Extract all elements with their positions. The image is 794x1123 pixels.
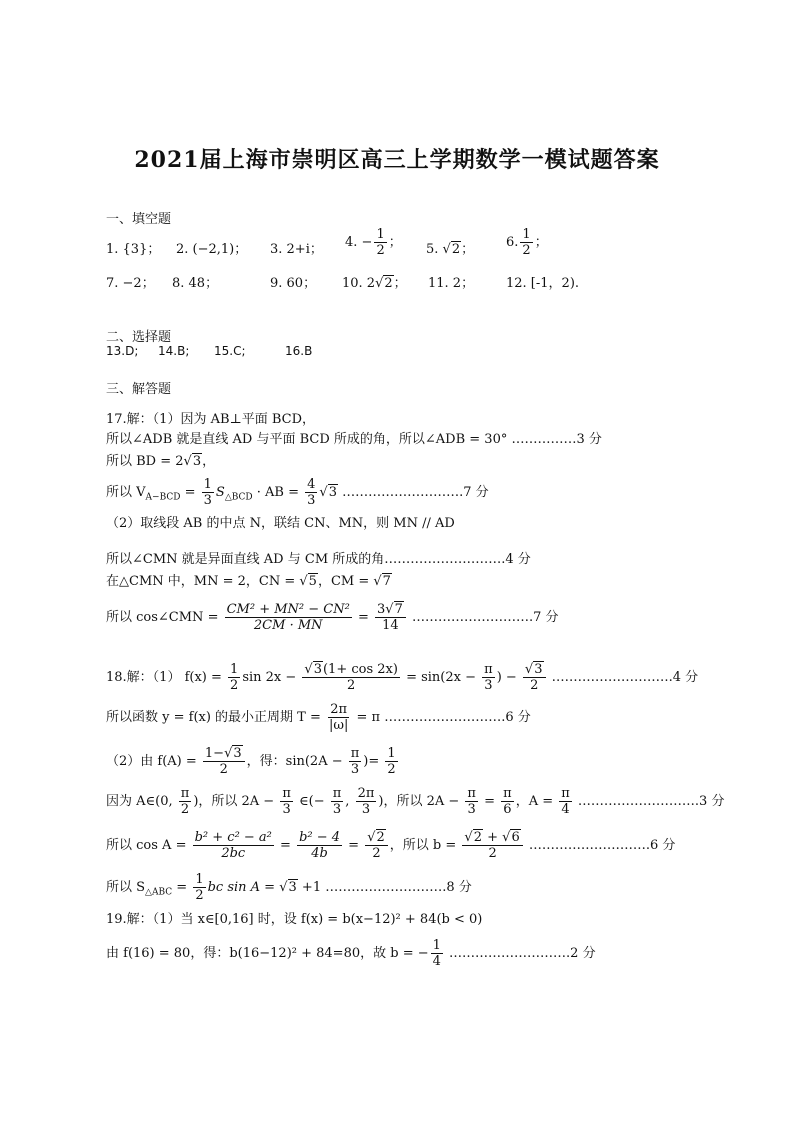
fraction: $\frac{\pi}{3}$ (332, 786, 342, 817)
fill-answer-10: 10. 2√2； (342, 276, 407, 291)
q18-line-1: 18.解：（1） f(x) = $\frac{1}{2}$ sin 2x − $\frac{√3(1+ \cos 2x)}{2}$ = sin(2x − $\frac{\pi}{3}$ ) − $\frac{√3}{2}$ ……………………….4 分 (106, 662, 699, 693)
fill-answer-2: 2. (−2,1)； (176, 242, 248, 257)
fraction: $\frac{2\pi}{|\omega|}$ (329, 702, 349, 733)
fraction: $\frac{4}{3}$ (307, 477, 316, 508)
fraction: $\frac{\text{b² + c² − a²}}{2bc}$ (194, 830, 272, 861)
q17-line-1: 17.解：（1）因为 AB⊥平面 BCD， (106, 412, 316, 427)
fill-answer-7: 7. −2； (106, 276, 155, 291)
fraction: $\frac{1}{4}$ (432, 938, 441, 969)
q19-line-2: 由 f(16) = 80，得：b(16−12)² + 84=80，故 b = − $\frac{1}{4}$ ……………………….2 分 (106, 938, 596, 969)
q17-line-8: 所以 cos∠CMN = $\frac{\text{CM² + MN² − CN²}}{2CM \cdot MN}$ = $\frac{3√7}{14}$ ……………………….7 分 (106, 602, 559, 633)
page-title: 2021届上海市崇明区高三上学期数学一模试题答案 (134, 147, 660, 173)
fill-answer-4: 4. − $\frac{1}{2}$ ； (345, 227, 402, 258)
fraction: $\frac{1-√3}{2}$ (203, 747, 245, 776)
choice-answer-15: 15.C; (214, 344, 246, 358)
fraction: $\frac{\pi}{2}$ (180, 786, 190, 817)
q17-line-7: 在△CMN 中，MN = 2，CN = √5，CM = √7 (106, 574, 391, 589)
fraction: $\frac{\pi}{3}$ (282, 786, 291, 817)
fraction: $\frac{\pi}{3}$ (350, 746, 360, 777)
q18-line-4: 因为 A∈(0, $\frac{\pi}{2}$ )，所以 2A − $\frac{\pi}{3}$ ∈(− $\frac{\pi}{3}$ , $\frac{2\pi}{3}$ )，所以 2A − $\frac{\pi}{3}$ = $\frac{\pi}{6}$ ，A = $\frac{\pi}{4}$ ……………………….3 分 (106, 786, 725, 817)
fraction: $\frac{2\pi}{3}$ (357, 786, 375, 817)
section-heading-solve: 三、解答题 (106, 382, 172, 397)
fill-answer-5: 5. √2； (426, 242, 475, 257)
fraction: $\frac{\pi}{3}$ (467, 786, 476, 817)
fraction: $\frac{1}{2}$ (230, 662, 239, 693)
q18-line-5: 所以 cos A = $\frac{\text{b² + c² − a²}}{2bc}$ = $\frac{\text{b² − 4}}{4b}$ = $\frac{√2}{2}$ ，所以 b = $\frac{√2 + √6}{2}$ ……………………….6 分 (106, 830, 676, 861)
section-heading-choice: 二、选择题 (106, 330, 172, 345)
q19-line-1: 19.解：（1）当 x∈[0,16] 时，设 f(x) = b(x−12)² + 84(b < 0) (106, 912, 483, 927)
q17-line-6: 所以∠CMN 就是异面直线 AD 与 CM 所成的角……………………….4 分 (106, 552, 531, 567)
fraction: $\frac{\pi}{4}$ (561, 786, 570, 817)
q17-line-4: 所以 $V_{A-BCD}$ = $\frac{1}{3}$ $S_{\triangle BCD}$ · AB = $\frac{4}{3}$ √3 ……………………….7 分 (106, 477, 489, 508)
fraction: $\frac{\text{CM² + MN² − CN²}}{2CM \cdot MN}$ (226, 602, 350, 633)
fraction: $\frac{1}{2}$ (522, 227, 531, 258)
fill-answer-12: 12. [-1，2). (506, 276, 580, 291)
fraction: $\frac{√3}{2}$ (523, 663, 546, 692)
fill-answer-6: 6. $\frac{1}{2}$ ； (506, 227, 548, 258)
q18-line-2: 所以函数 y = f(x) 的最小正周期 T = $\frac{2\pi}{|\omega|}$ = π ……………………….6 分 (106, 702, 531, 733)
q18-line-3: （2）由 f(A) = $\frac{1-√3}{2}$ ，得：sin(2A − $\frac{\pi}{3}$ )= $\frac{1}{2}$ (106, 746, 396, 777)
q17-line-2: 所以∠ADB 就是直线 AD 与平面 BCD 所成的角，所以∠ADB = 30° ……………3 分 (106, 432, 602, 447)
q17-line-3: 所以 BD = 2√3， (106, 454, 216, 469)
fraction: $\frac{√2 + √6}{2}$ (462, 831, 522, 860)
fill-answer-1: 1. {3}； (106, 242, 161, 257)
fraction: $\frac{√3(1+ \cos 2x)}{2}$ (304, 662, 398, 693)
fraction: $\frac{1}{2}$ (387, 746, 396, 777)
fill-answer-11: 11. 2； (428, 276, 475, 291)
choice-answer-14: 14.B; (158, 344, 190, 358)
q17-line-5: （2）取线段 AB 的中点 N，联结 CN、MN，则 MN // AD (106, 516, 455, 531)
fraction: $\frac{1}{3}$ (203, 477, 212, 508)
choice-answer-13: 13.D; (106, 344, 139, 358)
fraction: $\frac{1}{2}$ (195, 872, 204, 903)
fill-answer-9: 9. 60； (270, 276, 317, 291)
fraction: $\frac{1}{2}$ (376, 227, 385, 258)
fraction: $\frac{\pi}{6}$ (503, 786, 512, 817)
section-heading-fill: 一、填空题 (106, 212, 172, 227)
choice-answer-16: 16.B (285, 344, 313, 358)
q18-line-6: 所以 $S_{\triangle ABC}$ = $\frac{1}{2}$ bc sin A = √3 +1 ……………………….8 分 (106, 872, 472, 903)
fraction: $\frac{\text{b² − 4}}{4b}$ (299, 830, 341, 861)
fraction: $\frac{\pi}{3}$ (484, 662, 493, 693)
fill-answer-3: 3. 2+i； (270, 242, 323, 257)
fill-answer-8: 8. 48； (172, 276, 219, 291)
fraction: $\frac{√2}{2}$ (365, 831, 388, 860)
fraction: $\frac{3√7}{14}$ (375, 603, 406, 632)
